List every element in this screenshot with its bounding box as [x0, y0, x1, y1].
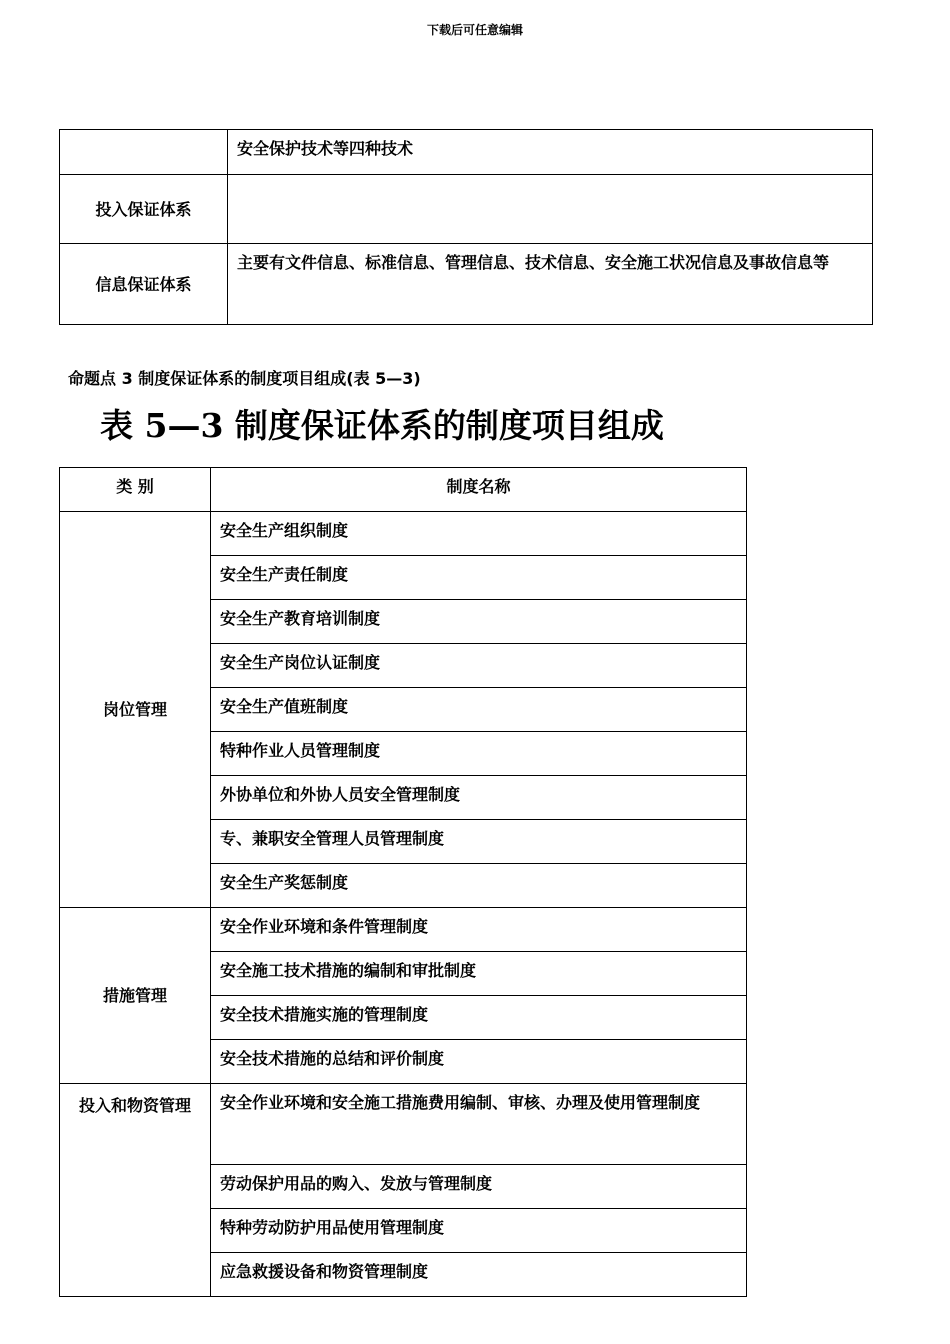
- table-row: [60, 244, 873, 325]
- row-content: 主要有文件信息、标准信息、管理信息、技术信息、安全施工状况信息及事故信息等: [228, 244, 873, 325]
- item-cell: 安全生产责任制度: [211, 556, 747, 600]
- page-header-note: 下载后可任意编辑: [426, 23, 523, 37]
- item-cell: 专、兼职安全管理人员管理制度: [211, 820, 747, 864]
- main-table: [59, 467, 747, 1297]
- column-header-category: 类 别: [60, 468, 211, 512]
- item-cell: 劳动保护用品的购入、发放与管理制度: [211, 1165, 747, 1209]
- table-row: [60, 1084, 747, 1165]
- row-label: 信息保证体系: [60, 244, 228, 325]
- row-content: 安全保护技术等四种技术: [228, 130, 873, 175]
- item-cell: 特种劳动防护用品使用管理制度: [211, 1209, 747, 1253]
- item-cell: 安全生产值班制度: [211, 688, 747, 732]
- item-cell: 安全施工技术措施的编制和审批制度: [211, 952, 747, 996]
- row-content: [228, 175, 873, 244]
- table-row: [60, 175, 873, 244]
- item-cell: 安全生产奖惩制度: [211, 864, 747, 908]
- table-title: 表 5—3 制度保证体系的制度项目组成: [100, 406, 664, 445]
- item-cell: 应急救援设备和物资管理制度: [211, 1253, 747, 1297]
- item-cell: 安全作业环境和条件管理制度: [211, 908, 747, 952]
- row-label: 投入保证体系: [60, 175, 228, 244]
- item-cell: 安全技术措施实施的管理制度: [211, 996, 747, 1040]
- item-cell: 外协单位和外协人员安全管理制度: [211, 776, 747, 820]
- top-table: [59, 129, 873, 325]
- item-cell: 安全生产岗位认证制度: [211, 644, 747, 688]
- row-label: [60, 130, 228, 175]
- item-cell: 安全生产组织制度: [211, 512, 747, 556]
- category-cell: 投入和物资管理: [60, 1084, 211, 1297]
- table-row: [60, 130, 873, 175]
- table-row: [60, 908, 747, 952]
- item-cell: 安全技术措施的总结和评价制度: [211, 1040, 747, 1084]
- column-header-name: 制度名称: [211, 468, 747, 512]
- item-cell: 安全作业环境和安全施工措施费用编制、审核、办理及使用管理制度: [211, 1084, 747, 1165]
- section-heading: 命题点 3 制度保证体系的制度项目组成(表 5—3): [68, 369, 421, 388]
- table-row: [60, 512, 747, 556]
- category-cell: 岗位管理: [60, 512, 211, 908]
- item-cell: 安全生产教育培训制度: [211, 600, 747, 644]
- item-cell: 特种作业人员管理制度: [211, 732, 747, 776]
- table-header-row: [60, 468, 747, 512]
- category-cell: 措施管理: [60, 908, 211, 1084]
